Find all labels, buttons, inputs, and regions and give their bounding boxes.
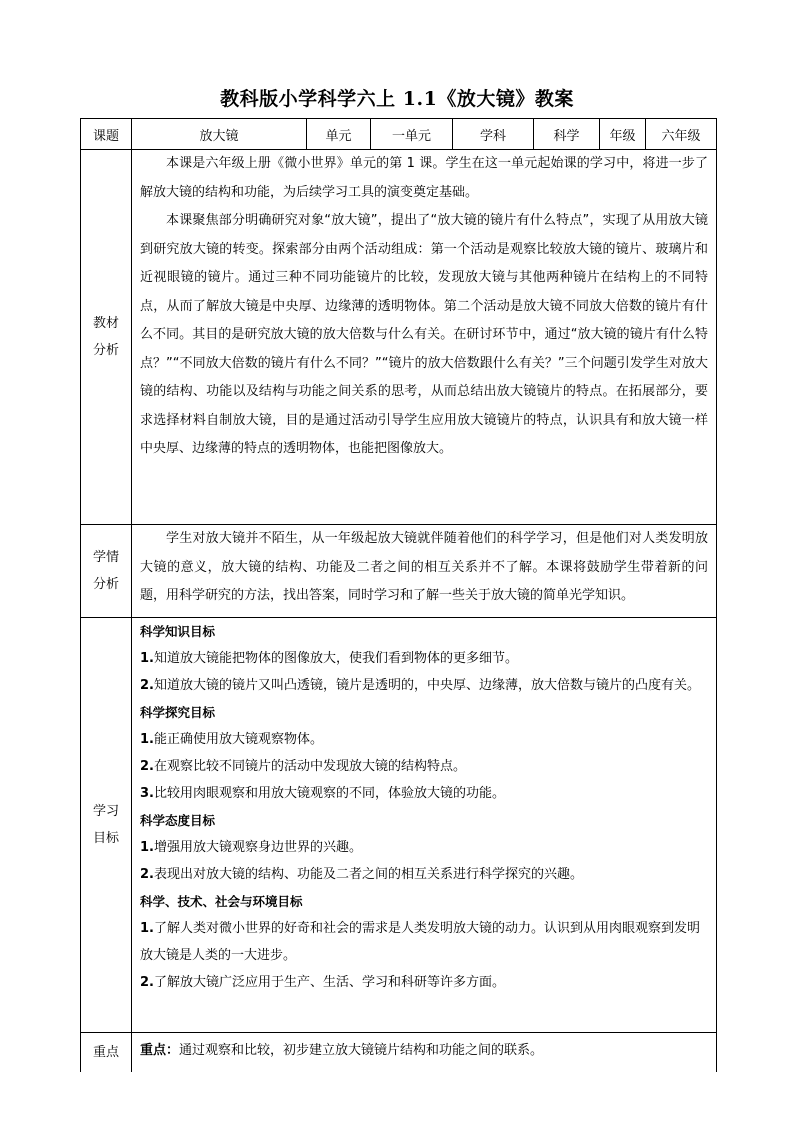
goal-item: 1.了解人类对微小世界的好奇和社会的需求是人类发明放大镜的动力。认识到从用肉眼观察到发明放大镜是人类的一大进步。: [140, 921, 700, 963]
goal-item: 2.在观察比较不同镜片的活动中发现放大镜的结构特点。: [140, 759, 466, 774]
material-analysis-paragraph-1: 本课是六年级上册《微小世界》单元的第 1 课。学生在这一单元起始课的学习中，将进一步了解放大镜的结构和功能，为后续学习工具的演变奠定基础。: [140, 156, 708, 200]
page-bottom-margin: [0, 1072, 794, 1123]
goal-item: 1.知道放大镜能把物体的图像放大，使我们看到物体的更多细节。: [140, 651, 518, 666]
learning-goals-label: [81, 618, 132, 1033]
key-points-label: 重点: [81, 1033, 132, 1077]
goal-item: 1.增强用放大镜观察身边世界的兴趣。: [140, 840, 362, 855]
key-points-text: 通过观察和比较，初步建立放大镜镜片结构和功能之间的联系。: [179, 1043, 544, 1058]
grade-value: 六年级: [646, 119, 717, 150]
student-analysis-paragraph-1: 学生对放大镜并不陌生，从一年级起放大镜就伴随着他们的科学学习，但是他们对人类发明放大镜的意义，放大镜的结构、功能及二者之间的相互关系并不了解。本课将鼓励学生带着新的问题，用科学研究的方法，找出答案，同时学习和了解一些关于放大镜的简单光学知识。: [140, 531, 708, 603]
unit-label: 单元: [307, 119, 371, 150]
subject-value: 科学: [534, 119, 600, 150]
key-points-row: [81, 1033, 717, 1077]
goal-group-heading-stse: 科学、技术、社会与环境目标: [140, 894, 303, 909]
student-analysis-label-line1: 学情: [92, 550, 119, 565]
lesson-plan-table: [80, 118, 717, 1077]
goal-group-heading-attitude: 科学态度目标: [140, 813, 216, 828]
grade-label: 年级: [600, 119, 646, 150]
material-analysis-label-line1: 教材: [92, 316, 119, 331]
material-analysis-content: [132, 150, 717, 525]
student-analysis-label-line2: 分析: [92, 577, 119, 592]
goal-item: 2.表现出对放大镜的结构、功能及二者之间的相互关系进行科学探究的兴趣。: [140, 867, 583, 882]
document-title: 教科版小学科学六上 1.1《放大镜》教案: [220, 88, 574, 110]
goal-item: 1.能正确使用放大镜观察物体。: [140, 732, 323, 747]
key-points-content: [132, 1033, 717, 1077]
goal-group-heading-inquiry: 科学探究目标: [140, 705, 216, 720]
material-analysis-paragraph-2: 本课聚焦部分明确研究对象“放大镜”，提出了“放大镜的镜片有什么特点”，实现了从用放大镜到研究放大镜的转变。探索部分由两个活动组成：第一个活动是观察比较放大镜的镜片、玻璃片和近视眼镜的镜片。通过三种不同功能镜片的比较，发现放大镜与其他两种镜片在结构上的不同特点，从而了解放大镜是中央厚、边缘薄的透明物体。第二个活动是放大镜不同放大倍数的镜片有什么不同。其目的是研究放大镜的放大倍数与什么有关。在研讨环节中，通过“放大镜的镜片有什么特点？”“不同放大倍数的镜片有什么不同？”“镜片的放大倍数跟什么有关？”三个问题引发学生对放大镜的结构、功能以及结构与功能之间关系的思考，从而总结出放大镜镜片的特点。在拓展部分，要求选择材料自制放大镜，目的是通过活动引导学生应用放大镜镜片的特点，认识具有和放大镜一样中央厚、边缘薄的特点的透明物体，也能把图像放大。: [140, 213, 708, 456]
key-points-heading: 重点：: [140, 1043, 180, 1058]
goal-item: 3.比较用肉眼观察和用放大镜观察的不同，体验放大镜的功能。: [140, 786, 505, 801]
topic-label: 课题: [81, 119, 132, 150]
learning-goals-row: [81, 618, 717, 1033]
learning-goals-label-line2: 目标: [92, 831, 119, 846]
student-analysis-label: [81, 525, 132, 618]
material-analysis-row: [81, 150, 717, 525]
learning-goals-content: [132, 618, 717, 1033]
unit-value: 一单元: [371, 119, 453, 150]
goal-item: 2.了解放大镜广泛应用于生产、生活、学习和科研等许多方面。: [140, 975, 505, 990]
student-analysis-content: [132, 525, 717, 618]
subject-label: 学科: [453, 119, 534, 150]
material-analysis-label-line2: 分析: [92, 343, 119, 358]
goal-group-heading-knowledge: 科学知识目标: [140, 624, 216, 639]
topic-value: 放大镜: [132, 119, 307, 150]
material-analysis-label: [81, 150, 132, 525]
header-row: [81, 119, 717, 150]
student-analysis-row: [81, 525, 717, 618]
learning-goals-label-line1: 学习: [92, 804, 119, 819]
goal-item: 2.知道放大镜的镜片又叫凸透镜，镜片是透明的，中央厚、边缘薄，放大倍数与镜片的凸度有关。: [140, 678, 700, 693]
